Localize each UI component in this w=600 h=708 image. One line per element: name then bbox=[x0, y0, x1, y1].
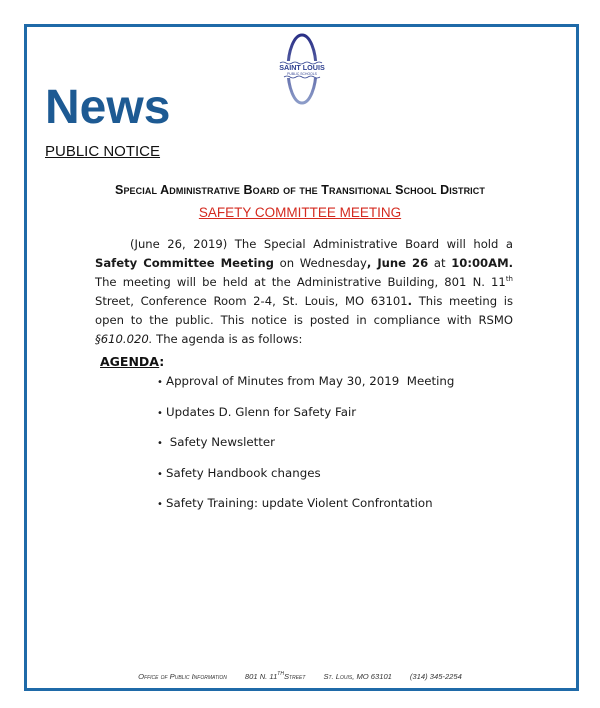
footer-address bbox=[245, 671, 306, 681]
footer-city: St. Louis, MO 63101 bbox=[323, 671, 392, 681]
bullet-icon: • bbox=[157, 438, 163, 449]
agenda-item-text: Safety Handbook changes bbox=[166, 465, 321, 480]
agenda-item bbox=[157, 464, 454, 495]
ordinal-superscript: th bbox=[505, 275, 513, 284]
paragraph-text: Street, Conference Room 2-4, St. Louis, MO 63101 bbox=[95, 294, 408, 308]
news-heading: News bbox=[45, 81, 171, 134]
paragraph-text: at bbox=[428, 256, 452, 270]
footer-office: Office of Public Information bbox=[138, 671, 227, 681]
agenda-item-text: Safety Newsletter bbox=[166, 435, 276, 449]
agenda-item-text: Updates D. Glenn for Safety Fair bbox=[166, 404, 357, 419]
footer-street-superscript: TH bbox=[277, 671, 284, 677]
footer-contact bbox=[0, 671, 600, 681]
bullet-icon: • bbox=[157, 377, 163, 388]
bullet-icon: • bbox=[157, 407, 163, 419]
agenda-label-text: AGENDA bbox=[100, 354, 160, 369]
logo-text-public-schools: PUBLIC SCHOOLS bbox=[287, 72, 317, 76]
logo-text-saint-louis: SAINT LOUIS bbox=[279, 63, 325, 72]
paragraph-text: The meeting will be held at the Administrative Building, 801 N. 11 bbox=[95, 275, 506, 289]
bullet-icon: • bbox=[157, 499, 163, 510]
paragraph-text: The agenda is as follows: bbox=[152, 332, 303, 346]
notice-paragraph bbox=[95, 235, 513, 349]
arch-logo-icon bbox=[274, 32, 330, 106]
bullet-icon: • bbox=[157, 468, 163, 480]
agenda-item bbox=[157, 372, 454, 403]
paragraph-period: . bbox=[407, 294, 413, 308]
meeting-title: SAFETY COMMITTEE MEETING bbox=[198, 205, 402, 220]
footer-street-number: 801 N. 11 bbox=[244, 671, 278, 681]
agenda-item bbox=[157, 433, 454, 464]
agenda-item bbox=[157, 403, 454, 434]
footer-phone: (314) 345-2254 bbox=[409, 671, 462, 681]
footer-street-name: Street bbox=[283, 671, 306, 681]
saint-louis-public-schools-logo bbox=[274, 32, 330, 106]
paragraph-text: on Wednesday bbox=[273, 256, 367, 270]
meeting-time-bold: 10:00AM. bbox=[451, 256, 514, 270]
public-notice-subheading: PUBLIC NOTICE bbox=[45, 143, 161, 160]
board-heading: Special Administrative Board of the Transitional School District bbox=[115, 183, 485, 197]
agenda-item bbox=[157, 494, 454, 525]
agenda-list bbox=[157, 372, 454, 525]
meeting-name-bold: Safety Committee Meeting bbox=[95, 256, 274, 270]
agenda-item-text: Approval of Minutes from May 30, 2019 Meeting bbox=[166, 374, 455, 388]
paragraph-text: This meeting is open to the public. This notice is posted in compliance with RSMO bbox=[95, 294, 514, 327]
agenda-label bbox=[100, 354, 164, 369]
agenda-item-text: Safety Training: update Violent Confrontation bbox=[166, 496, 433, 510]
statute-reference: §610.020. bbox=[95, 332, 153, 346]
agenda-label-colon: : bbox=[159, 354, 165, 369]
meeting-date-bold: , June 26 bbox=[366, 256, 429, 270]
paragraph-text: (June 26, 2019) The Special Administrative Board will hold a bbox=[130, 237, 513, 251]
